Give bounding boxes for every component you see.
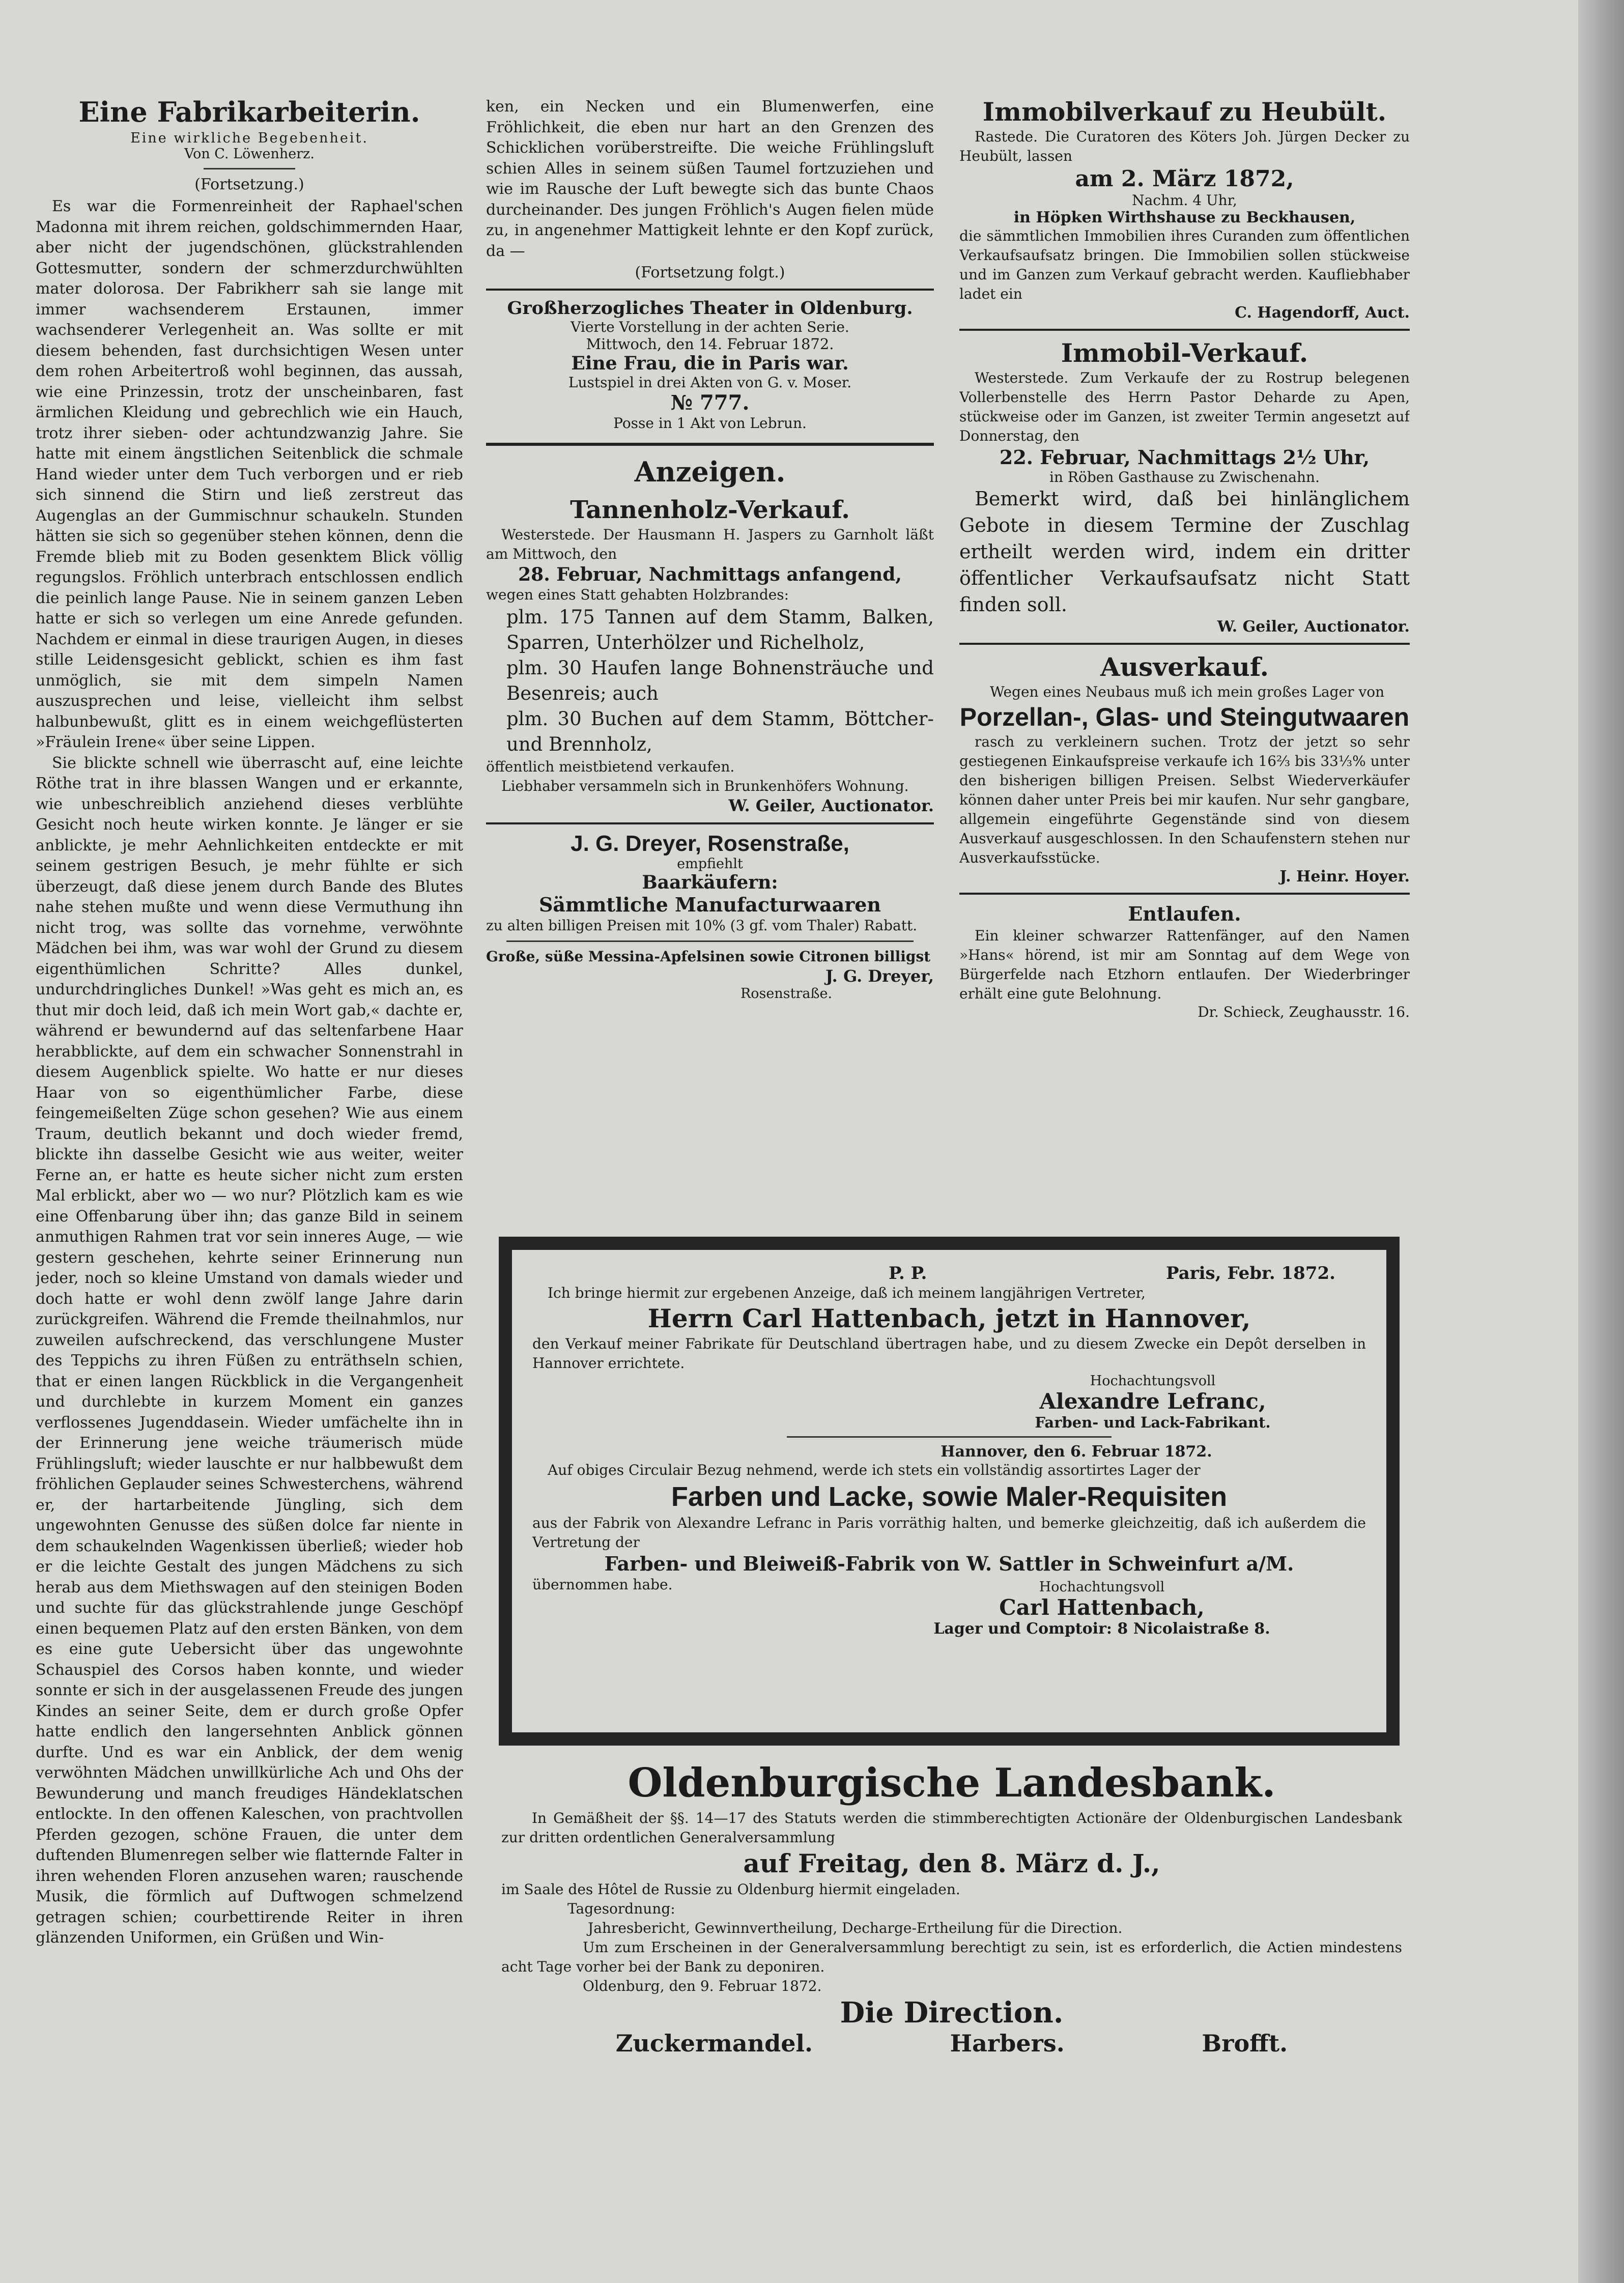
theater-play: Eine Frau, die in Paris war. <box>571 353 849 374</box>
divider <box>506 940 914 942</box>
pp-text3: Auf obiges Circulair Bezug nehmend, werde ich stets ein vollständig assortirtes Lager der <box>548 1462 1201 1478</box>
immob1-signature: C. Hagendorff, Auct. <box>1235 304 1410 322</box>
theater-genre: Lustspiel in drei Akten von G. v. Moser. <box>568 374 852 391</box>
immob2-signature: W. Geiler, Auctionator. <box>1217 618 1410 636</box>
tannenholz-item: plm. 175 Tannen auf dem Stamm, Balken, Sparren, Unterhölzer und Richelholz, <box>506 606 934 653</box>
tannenholz-reason: wegen eines Statt gehabten Holzbrandes: <box>486 586 789 603</box>
pp-signature2-address: Lager und Comptoir: 8 Nicolaistraße 8. <box>933 1620 1270 1638</box>
bank-title: Oldenburgische Landesbank. <box>628 1760 1276 1806</box>
bank-text4: Um zum Erscheinen in der Generalversammlung berechtigt zu sein, ist es erforderlich, die Actien mindestens acht Tage vorher bei der Bank zu deponiren. <box>501 1939 1402 1975</box>
pp-text1: Ich bringe hiermit zur ergebenen Anzeige, daß ich meinem langjährigen Vertreter, <box>548 1285 1146 1301</box>
pp-regards2: Hochachtungsvoll <box>1039 1579 1165 1595</box>
bank-director-name: Brofft. <box>1202 2030 1288 2057</box>
immob1-text2: die sämmtlichen Immobilien ihres Curanden zum öffentlichen Verkaufsaufsatz bringen. Die Immobilien sollen stückweise und im Ganzen zum Verkauf gebracht werden. Kaufliebhaber ladet ein <box>959 227 1410 302</box>
dreyer-signature: J. G. Dreyer, <box>825 966 934 986</box>
dreyer-baar: Baarkäufern: <box>642 872 778 893</box>
immob2-date: 22. Februar, Nachmittags 2½ Uhr, <box>999 446 1370 469</box>
bank-text1: In Gemäßheit der §§. 14—17 des Statuts werden die stimmberechtigten Actionäre der Oldenburgischen Landesbank zur dritten ordentlichen Generalversammlung <box>501 1810 1402 1846</box>
pp-text6: übernommen habe. <box>532 1576 673 1593</box>
theater-title: Großherzogliches Theater in Oldenburg. <box>507 298 913 319</box>
bank-direction: Die Direction. <box>840 1996 1064 2030</box>
column-serial-story <box>36 97 463 2234</box>
pp-signature2: Carl Hattenbach, <box>999 1595 1205 1620</box>
page-edge-shadow <box>1578 0 1624 2283</box>
bordered-ad-frame <box>499 1237 1400 1746</box>
pp-text2: den Verkauf meiner Fabrikate für Deutschland übertragen habe, und zu diesem Zwecke ein Depôt derselben in Hannover errichtete. <box>532 1335 1366 1372</box>
divider <box>959 329 1410 331</box>
story-continuation-note: (Fortsetzung.) <box>194 176 304 193</box>
pp-signature1: Alexandre Lefranc, <box>1039 1389 1266 1414</box>
dreyer-goods: Sämmtliche Manufacturwaaren <box>538 893 881 916</box>
story-to-be-continued: (Fortsetzung folgt.) <box>635 264 785 281</box>
immob2-place: in Röben Gasthause zu Zwischenahn. <box>1049 469 1320 486</box>
divider <box>959 893 1410 895</box>
immob1-title: Immobilverkauf zu Heubült. <box>982 97 1387 127</box>
bank-text2: im Saale des Hôtel de Russie zu Oldenburg hiermit eingeladen. <box>501 1881 960 1898</box>
story-paragraph-2: Sie blickte schnell wie überrascht auf, eine leichte Röthe trat in ihre blassen Wangen und er erkannte, wie unbeschreiblich anziehend dieses verblühte Gesicht noch heute wirken konnte. Je länger er sie anblickte, je mehr Aehnlichkeiten entdeckte er mit seinem gestrigen Besuch, je mehr fühlte er sich überzeugt, daß diese jenem durch Bande des Blutes nahe stehen mußte und wenn diese Vermuthung ihn nicht trog, was sollte das vornehme, verwöhnte Mädchen bei ihm, was war wohl der Grund zu diesem eigenthümlichen Schritte? Alles dunkel, undurchdringliches Dunkel! »Was geht es mich an, es thut mir doch leid, daß ich mein Wort gab,« dachte er, während er bewundernd auf das seltenfarbene Haar herabblickte, auf dem ein schwacher Sonnenstrahl in diesem Augenblick spielte. Wo hatte er nur dieses Haar von so eigenthümlicher Farbe, diese feingemeißelten Züge schon gesehen? Wie aus einem Traum, deutlich bekannt und doch wieder fremd, blickte ihn dasselbe Gesicht wie aus weiter, weiter Ferne an, er hatte es heute sicher nicht zum ersten Mal erblickt, aber wo — wo nur? Plötzlich kam es wie eine Offenbarung über ihn; das ganze Bild in seinem anmuthigen Rahmen trat vor sein inneres Auge, — wie gestern geschehen, kehrte seiner Erinnerung nun jeder, noch so kleine Umstand von damals wieder und doch hatte er wohl denn zwölf lange Jahre darin zurückgreifen. Während die Fremde theilnahmlos, nur zuweilen aufschreckend, das verschlungene Muster des Teppichs zu ihren Füßen zu enträthseln schien, that er einen langen Rückblick in die Vergangenheit und durchlebte in kurzem Moment ein ganzes verflossenes Jugenddasein. Wieder umfächelte ihn in der Erinnerung jene weiche träumerisch müde Frühlingsluft; wieder lauschte er nur halbbewußt dem fröhlichen Geplauder seines Schwesterchens, während er, der hartarbeitende Jüngling, sich dem ungewohnten Genusse des süßen dolce far niente in dem schaukelnden Wagenkissen überließ; wieder hob er die leichte Gestalt des jungen Mädchens zu sich herab aus dem Miethswagen auf den steinigen Boden und suchte für das glückstrahlende junge Geschöpf einen bequemen Platz auf den ersten Bänken, von dem es eine gute Uebersicht über das ungewohnte Schauspiel des Corsos haben konnte, und wieder sonnte er sich in der ausgelassenen Freude des jungen Kindes an seiner Seite, dem er durch große Opfer hatte endlich den langersehnten Anblick gönnen durfte. Und es war ein Anblick, der dem wenig verwöhnten Mädchen unwillkürliche Ach und Ohs der Bewunderung und manch freudiges Händeklatschen entlockte. In den offenen Kaleschen, von prachtvollen Pferden gezogen, schöne Frauen, die unter dem duftenden Blumenregen selber wie flatternde Falter in ihren wehenden Floren anzusehen waren; rauschende Musik, die förmlich auf Duftwogen schmelzend getragen schien; courbettirende Reiter in ihren glänzenden Uniformen, ein Grüßen und Win- <box>36 754 463 1947</box>
dreyer-empfiehlt: empfiehlt <box>677 856 743 872</box>
column-right <box>959 97 1410 1242</box>
tannenholz-date: 28. Februar, Nachmittags anfangend, <box>518 564 902 585</box>
tannenholz-signature: W. Geiler, Auctionator. <box>728 796 934 815</box>
immob2-text: Westerstede. Zum Verkaufe der zu Rostrup belegenen Vollerbenstelle des Herrn Pastor Deharde zu Apen, stückweise oder im Ganzen, ist zweiter Termin angesetzt auf Donnerstag, den <box>959 369 1410 444</box>
story-continuation-text: ken, ein Necken und ein Blumenwerfen, eine Fröhlichkeit, die eben nur hart an den Grenzen des Schicklichen vorüberstreifte. Die weiche Frühlingsluft schien Alles in seinem süßen Taumel fortzuziehen und wie im Rausche der Luft bewegte sich das bunte Chaos durcheinander. Des jungen Fröhlich's Augen fielen müde zu, in angenehmer Mattigkeit lehnte er den Kopf zurück, da — <box>486 98 934 260</box>
story-author: Von C. Löwenherz. <box>184 146 315 162</box>
theater-date: Mittwoch, den 14. Februar 1872. <box>586 335 834 353</box>
story-title: Eine Fabrikarbeiterin. <box>78 97 420 128</box>
divider <box>959 643 1410 645</box>
tannenholz-end: öffentlich meistbietend verkaufen. <box>486 758 735 775</box>
pp-regards1: Hochachtungsvoll <box>1090 1373 1216 1389</box>
bottom-advertisements <box>486 1232 1417 2097</box>
story-paragraph-1: Es war die Formenreinheit der Raphael'schen Madonna mit ihrem reichen, goldschimmernden Haar, aber nicht der jugendschönen, glückstrahlenden Gottesmutter, sondern der schmerzdurchwühlten mater dolorosa. Der Fabrikherr sah sie lange mit immer wachsenderem Erstaunen, immer wachsenderer Verlegenheit an. Was sollte er mit diesem behenden, fast durchsichtigen Wesen unter dem rohen Arbeitertroß wohl beginnen, das aussah, wie eine Prinzessin, trotz der unscheinbaren, fast ärmlichen Kleidung und gebrechlich wie ein Hauch, trotz ihrer sieben- oder achtundzwanzig Jahre. Sie hatte mit einem ängstlichen Seitenblick die schmale Hand wieder unter dem Tuch verborgen und er rieb sich sinnend die Stirn und ließ zerstreut das Augenglas an der Gummischnur schaukeln. Stunden hätten sie sich so gegenüber stehen können, denn die Fremde blieb mit zu Boden gesenktem Blick völlig regungslos. Fröhlich unterbrach entschlossen endlich die peinlich lange Pause. Nie in seinem ganzen Leben hatte er sich so verlegen um eine Anrede gefunden. Nachdem er einmal in diese traurigen Augen, in dieses stille Leidensgesicht geblickt, schien es ihm fast unmöglich, sie mit dem simpeln Namen auszusprechen und leise, vielleicht ihm selbst halbunbewußt, glitt es in einem weichgeflüsterten »Fräulein Irene« über seine Lippen. <box>36 197 463 751</box>
pp-signature1-title: Farben- und Lack-Fabrikant. <box>1035 1414 1271 1431</box>
bank-director-name: Zuckermandel. <box>615 2030 813 2057</box>
bank-agenda: Jahresbericht, Gewinnvertheilung, Decharge-Ertheilung für die Direction. <box>588 1920 1123 1936</box>
divider <box>486 822 934 824</box>
immob1-time: Nachm. 4 Uhr, <box>1132 192 1237 209</box>
tannenholz-title: Tannenholz-Verkauf. <box>570 496 850 524</box>
divider <box>204 168 295 169</box>
tannenholz-intro: Westerstede. Der Hausmann H. Jaspers zu Garnholt läßt am Mittwoch, den <box>486 526 934 562</box>
divider <box>787 1436 1112 1438</box>
tannenholz-item: plm. 30 Buchen auf dem Stamm, Böttcher- und Brennholz, <box>506 708 934 755</box>
bank-place-date: Oldenburg, den 9. Februar 1872. <box>583 1978 822 1994</box>
dreyer-street: Rosenstraße. <box>740 986 833 1002</box>
entlaufen-title: Entlaufen. <box>1128 902 1241 925</box>
ausverkauf-goods: Porzellan-, Glas- und Steingutwaaren <box>959 703 1410 731</box>
pp-date2: Hannover, den 6. Februar 1872. <box>941 1443 1212 1461</box>
dreyer-title: J. G. Dreyer, Rosenstraße, <box>571 831 849 856</box>
immob2-text2: Bemerkt wird, daß bei hinlänglichem Gebote in diesem Termine der Zuschlag ertheilt werden wird, indem ein dritter öffentlicher Verkaufsaufsatz nicht Statt finden soll. <box>959 488 1410 616</box>
theater-posse: Posse in 1 Akt von Lebrun. <box>613 415 807 432</box>
immob1-date: am 2. März 1872, <box>1075 166 1294 192</box>
story-subtitle: Eine wirkliche Begebenheit. <box>130 130 368 146</box>
tannenholz-item: plm. 30 Haufen lange Bohnensträuche und Besenreis; auch <box>506 657 934 704</box>
ausverkauf-signature: J. Heinr. Hoyer. <box>1279 868 1410 886</box>
pp-name: Herrn Carl Hattenbach, jetzt in Hannover, <box>647 1303 1251 1333</box>
pp-heading: P. P. <box>889 1263 927 1283</box>
tannenholz-liebhaber: Liebhaber versammeln sich in Brunkenhöfers Wohnung. <box>501 778 909 794</box>
immob2-title: Immobil-Verkauf. <box>1061 338 1308 368</box>
dreyer-apfelsinen: Große, süße Messina-Apfelsinen sowie Citronen billigst <box>486 948 931 965</box>
immob1-place: in Höpken Wirthshause zu Beckhausen, <box>1013 209 1356 226</box>
divider <box>486 289 934 291</box>
pp-big-line: Farben und Lacke, sowie Maler-Requisiten <box>671 1481 1228 1512</box>
ausverkauf-text: rasch zu verkleinern suchen. Trotz der jetzt so sehr gestiegenen Einkaufspreise verkaufe ich 16⅔ bis 33⅓% unter den bisherigen billigen Preisen. Selbst Wiederverkäufer können daher unter Preis bei mir kaufen. Nur sehr gangbare, allgemein eingeführte Gegenstände sind von diesem Ausverkauf ausgeschlossen. In den Schaufenstern stehen nur Ausverkaufsstücke. <box>959 733 1410 866</box>
ads-heading: Anzeigen. <box>634 455 786 488</box>
ausverkauf-title: Ausverkauf. <box>1100 652 1269 682</box>
ausverkauf-intro: Wegen eines Neubaus muß ich mein großes Lager von <box>990 683 1385 700</box>
theater-line: Vierte Vorstellung in der achten Serie. <box>571 319 849 335</box>
entlaufen-text: Ein kleiner schwarzer Rattenfänger, auf den Namen »Hans« hörend, ist mir am Sonntag auf dem Wege von Bürgerfelde nach Etzhorn entlaufen. Der Wiederbringer erhält eine gute Belohnung. <box>959 927 1410 1002</box>
pp-text5: Farben- und Bleiweiß-Fabrik von W. Sattler in Schweinfurt a/M. <box>604 1552 1294 1575</box>
immob1-text: Rastede. Die Curatoren des Köters Joh. Jürgen Decker zu Heubült, lassen <box>959 128 1410 164</box>
divider <box>486 443 934 446</box>
theater-number: № 777. <box>670 391 750 415</box>
bank-agenda-heading: Tagesordnung: <box>567 1900 675 1917</box>
pp-place-date: Paris, Febr. 1872. <box>1166 1263 1335 1283</box>
pp-text4: aus der Fabrik von Alexandre Lefranc in Paris vorräthig halten, und bemerke gleichzeitig, daß ich außerdem die Vertretung der <box>532 1515 1366 1551</box>
entlaufen-signature: Dr. Schieck, Zeughausstr. 16. <box>1198 1004 1410 1020</box>
dreyer-text: zu alten billigen Preisen mit 10% (3 gf. vom Thaler) Rabatt. <box>486 917 918 934</box>
bank-date: auf Freitag, den 8. März d. J., <box>743 1848 1160 1878</box>
column-middle <box>486 97 934 1216</box>
bank-director-name: Harbers. <box>950 2030 1065 2057</box>
